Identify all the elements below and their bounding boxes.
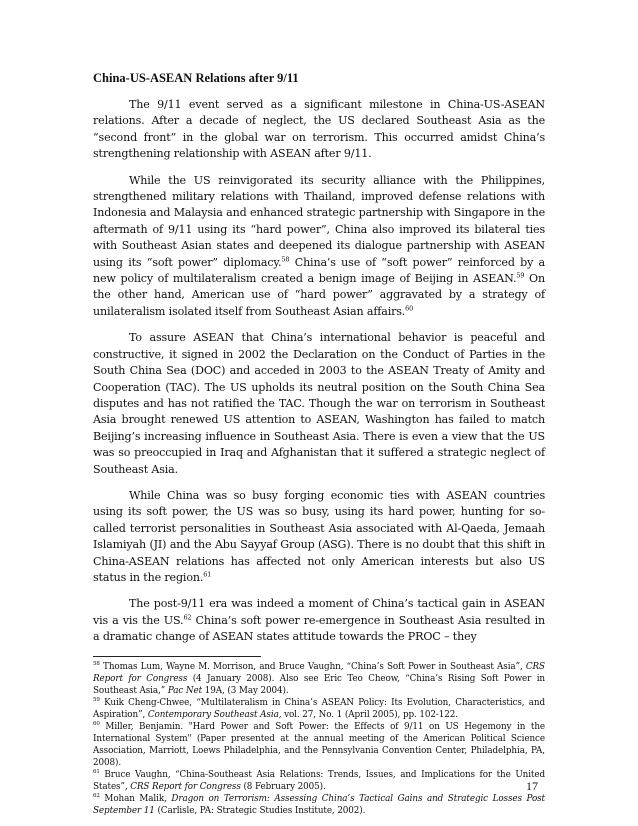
footnote-61-number: 61: [93, 768, 100, 775]
footnote-61-source: CRS Report for Congress: [130, 781, 241, 792]
paragraph-4: [93, 488, 545, 586]
footnote-59-text-c: vol. 27, No. 1 (April 2005), pp. 102-122.: [281, 709, 458, 720]
paragraph-2-text-b: China’s use of “soft power” reinforced by a new policy of multilateralism created a benign image of Beijing in ASEAN.: [93, 255, 545, 286]
paragraph-5: [93, 596, 545, 645]
paragraph-5-text-a: The post-9/11 era was indeed a moment of China’s tactical gain in ASEAN vis a vis the US.: [93, 597, 545, 627]
footnote-58-text-a: Thomas Lum, Wayne M. Morrison, and Bruce Vaughn, “China’s Soft Power in Southeast Asia”,: [99, 661, 526, 672]
footnote-58-source: CRS Report for Congress: [93, 661, 545, 684]
footnote-61-text-a: Bruce Vaughn, “China-Southeast Asia Relations: Trends, Issues, and Implications for the United States”,: [93, 769, 545, 792]
footnote-62-text-a: Mohan Malik,: [99, 793, 172, 804]
footnote-62-text-c: (Carlisle, PA: Strategic Studies Institute, 2002).: [154, 805, 366, 816]
section-heading: China-US-ASEAN Relations after 9/11: [93, 71, 299, 85]
paragraph-2-text-c: On the other hand, American use of “hard power” aggravated by a strategy of unilateralism isolated itself from Southeast Asian affairs.: [93, 272, 545, 318]
footnote-60-number: 60: [93, 720, 100, 727]
paragraph-2: [93, 173, 545, 321]
footnote-58-number: 58: [93, 660, 100, 667]
footnote-ref-62[interactable]: 62: [183, 613, 192, 622]
footnote-59-number: 59: [93, 696, 100, 703]
footnote-58-source-2: Pac Net: [167, 685, 203, 696]
footnote-58: [93, 661, 545, 697]
footnote-59-text-a: Kuik Cheng-Chwee, “Multilateralism in China’s ASEAN Policy: Its Evolution, Characteristics, and Aspiration”,: [93, 697, 545, 720]
footnote-59-source: Contemporary Southeast Asia,: [147, 709, 282, 720]
footnote-ref-59[interactable]: 59: [516, 271, 525, 280]
footnote-ref-58[interactable]: 58: [281, 254, 290, 263]
footnote-62-number: 62: [93, 792, 100, 799]
footnote-61-text-c: (8 February 2005).: [240, 781, 326, 792]
paragraph-1: The 9/11 event served as a significant milestone in China-US-ASEAN relations. After a decade of neglect, the US declared Southeast Asia as the “second front” in the global war on terrorism. This occurred amidst China’s strengthening relationship with ASEAN after 9/11.: [93, 98, 545, 161]
footnote-59: [93, 697, 545, 721]
footnote-60-text: Miller, Benjamin. "Hard Power and Soft Power: the Effects of 9/11 on US Hegemony in the International System" (Paper presented at the annual meeting of the American Political Science Association, Marriott, Loews Philadelphia, and the Pennsylvania Convention Center, Philadelphia, PA, 2008).: [93, 721, 545, 768]
footnote-58-text-e: 19A, (3 May 2004).: [202, 685, 289, 696]
footnote-ref-60[interactable]: 60: [405, 304, 414, 313]
document-page: [93, 70, 545, 817]
paragraph-5-text-b: China’s soft power re-emergence in Southeast Asia resulted in a dramatic change of ASEAN states attitude towards the PROC – they: [93, 613, 545, 644]
paragraph-3: To assure ASEAN that China’s international behavior is peaceful and constructive, it signed in 2002 the Declaration on the Conduct of Parties in the South China Sea (DOC) and acceded in 2003 to the ASEAN Treaty of Amity and Cooperation (TAC). The US upholds its neutral position on the South China Sea disputes and has not ratified the TAC. Though the war on terrorism in Southeast Asia brought renewed US attention to ASEAN, Washington has failed to match Beijing’s increasing influence in Southeast Asia. There is even a view that the US was so preoccupied in Iraq and Afghanistan that it suffered a strategic neglect of Southeast Asia.: [93, 331, 545, 476]
footnote-60: [93, 721, 545, 769]
page-number: 17: [526, 779, 538, 793]
footnote-62-title: Dragon on Terrorism: Assessing China’s Tactical Gains and Strategic Losses Post September 11: [93, 793, 545, 816]
paragraph-4-text: While China was so busy forging economic ties with ASEAN countries using its soft power, the US was so busy, using its hard power, hunting for so-called terrorist personalities in Southeast Asia associated with Al-Qaeda, Jemaah Islamiyah (JI) and the Abu Sayyaf Group (ASG). There is no doubt that this shift in China-ASEAN relations has affected not only American interests but also US status in the region.: [93, 488, 545, 584]
footnote-62: [93, 793, 545, 817]
paragraph-2-text-a: While the US reinvigorated its security alliance with the Philippines, strengthened military relations with Thailand, improved defense relations with Indonesia and Malaysia and enhanced strategic partnership with Singapore in the aftermath of 9/11 using its “hard power”, China also improved its bilateral ties with Southeast Asian states and deepened its dialogue partnership with ASEAN using its “soft power” diplomacy.: [93, 173, 545, 269]
footnote-61: [93, 769, 545, 793]
footnote-58-text-c: (4 January 2008). Also see Eric Teo Cheow, “China’s Rising Soft Power in Southeast Asia,”: [93, 673, 545, 696]
footnote-divider: [93, 656, 261, 657]
footnote-ref-61[interactable]: 61: [203, 570, 212, 579]
